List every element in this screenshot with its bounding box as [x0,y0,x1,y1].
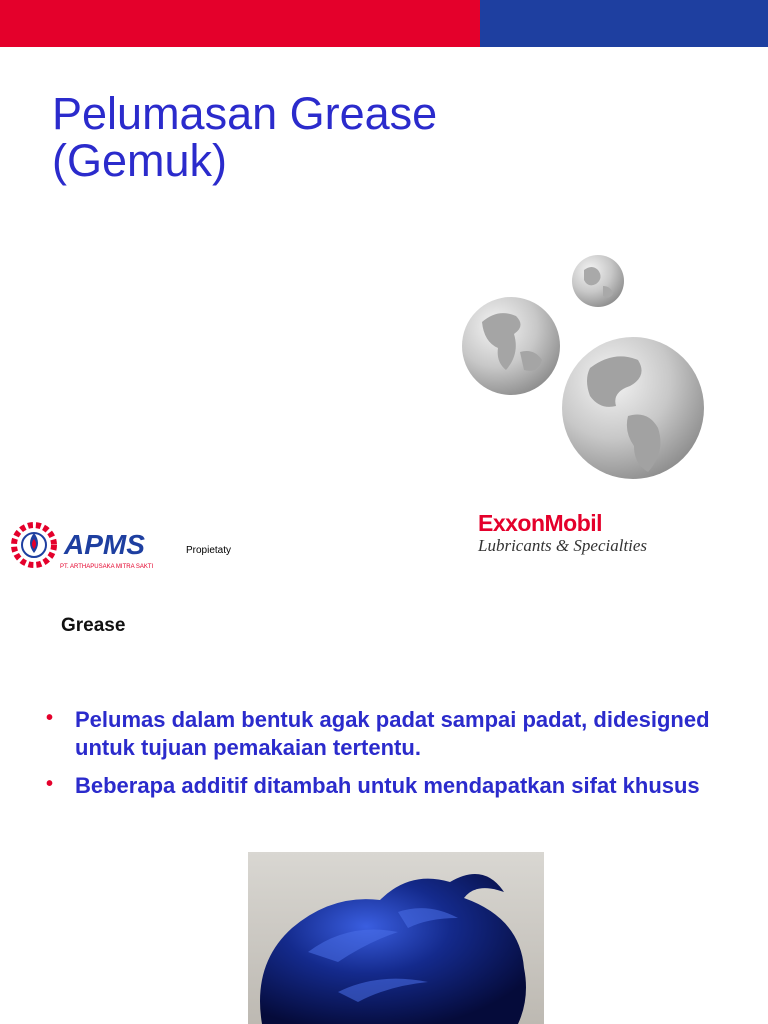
slide-title [52,90,437,184]
exxonmobil-name: ExxonMobil [478,510,603,536]
section-heading: Grease [61,615,126,636]
globes-graphic [0,0,768,500]
svg-text:PT. ARTHAPUSAKA MITRA SAKTI: PT. ARTHAPUSAKA MITRA SAKTI [60,564,154,570]
header-blue-bar [480,0,768,47]
apms-gear-icon [10,516,160,574]
title-line-2: (Gemuk) [52,135,228,186]
grease-photo [248,852,544,1024]
proprietary-label: Propietaty [186,545,232,556]
globe-large-icon [562,337,704,479]
bullet-icon: • [46,707,54,729]
title-line-1: Pelumasan Grease [52,88,438,139]
bullet-text: Beberapa additif ditambah untuk mendapatkan sifat khusus [75,773,700,798]
svg-text:APMS: APMS [64,529,145,560]
globe-small-icon [572,255,624,307]
bullet-list [46,706,746,810]
bullet-text: Pelumas dalam bentuk agak padat sampai padat, didesigned untuk tujuan pemakaian tertentu. [75,707,710,760]
apms-logo [10,516,160,574]
exxonmobil-subtitle: Lubricants & Specialties [478,536,648,555]
header-red-bar [0,0,480,47]
exxonmobil-logo [478,510,647,556]
bullet-icon: • [46,773,54,795]
bullet-item [46,706,746,762]
bullet-item [46,772,746,800]
globe-medium-icon [462,297,560,395]
